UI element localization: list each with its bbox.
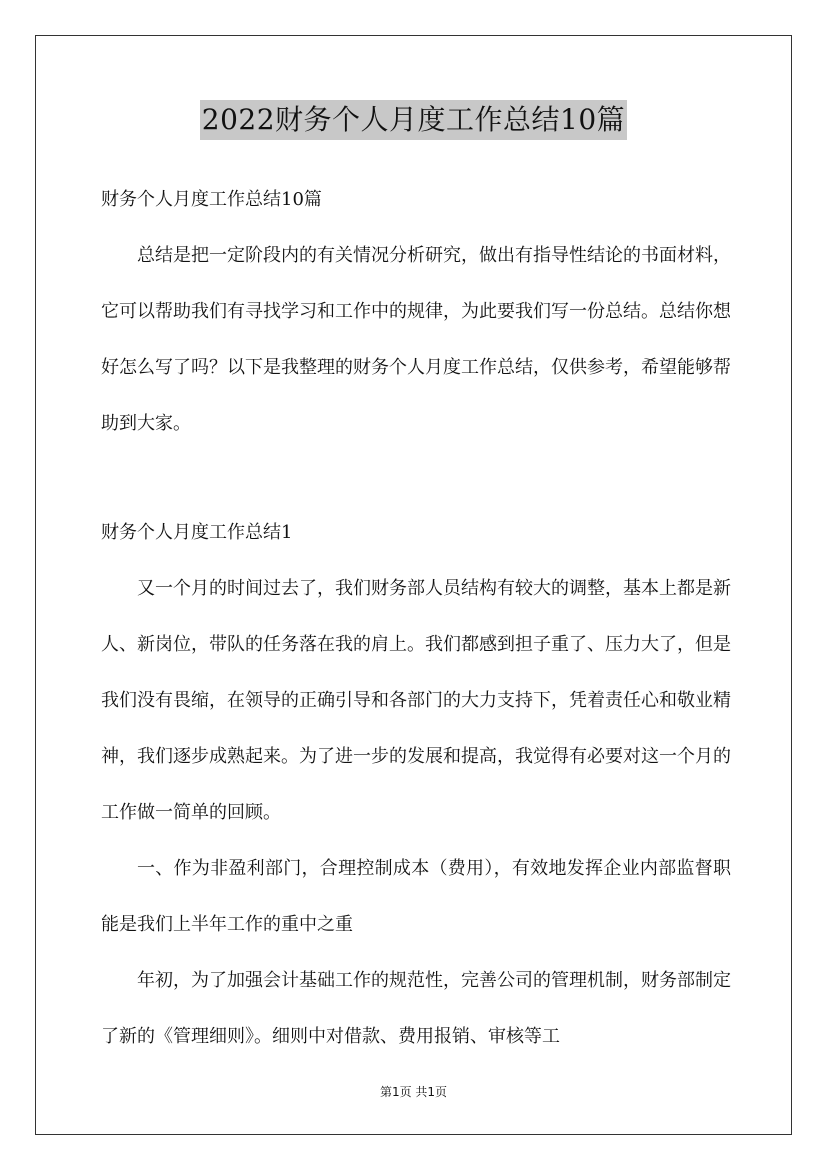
intro-paragraph: 总结是把一定阶段内的有关情况分析研究，做出有指导性结论的书面材料，它可以帮助我们有寻找学习和工作中的规律，为此要我们写一份总结。总结你想好怎么写了吗？以下是我整理的财务个人月度工作总结，仅供参考，希望能够帮助到大家。 [101, 245, 731, 434]
section-gap [101, 452, 731, 505]
body-paragraph: 又一个月的时间过去了，我们财务部人员结构有较大的调整，基本上都是新人、新岗位，带队的任务落在我的肩上。我们都感到担子重了、压力大了，但是我们没有畏缩，在领导的正确引导和各部门的大力支持下，凭着责任心和敬业精神，我们逐步成熟起来。为了进一步的发展和提高，我觉得有必要对这一个月的工作做一简单的回顾。 [101, 578, 731, 823]
document-title: 2022财务个人月度工作总结10篇 [200, 100, 627, 140]
body-paragraph: 年初，为了加强会计基础工作的规范性，完善公司的管理机制，财务部制定了新的《管理细则》。细则中对借款、费用报销、审核等工 [101, 970, 731, 1047]
document-body [101, 172, 731, 1065]
page-footer: 第1页 共1页 [379, 1085, 448, 1099]
title-container [0, 100, 827, 140]
document-subtitle: 财务个人月度工作总结10篇 [101, 189, 322, 210]
body-paragraph: 一、作为非盈利部门，合理控制成本（费用），有效地发挥企业内部监督职能是我们上半年工作的重中之重 [101, 858, 731, 935]
section-heading: 财务个人月度工作总结1 [101, 522, 293, 543]
